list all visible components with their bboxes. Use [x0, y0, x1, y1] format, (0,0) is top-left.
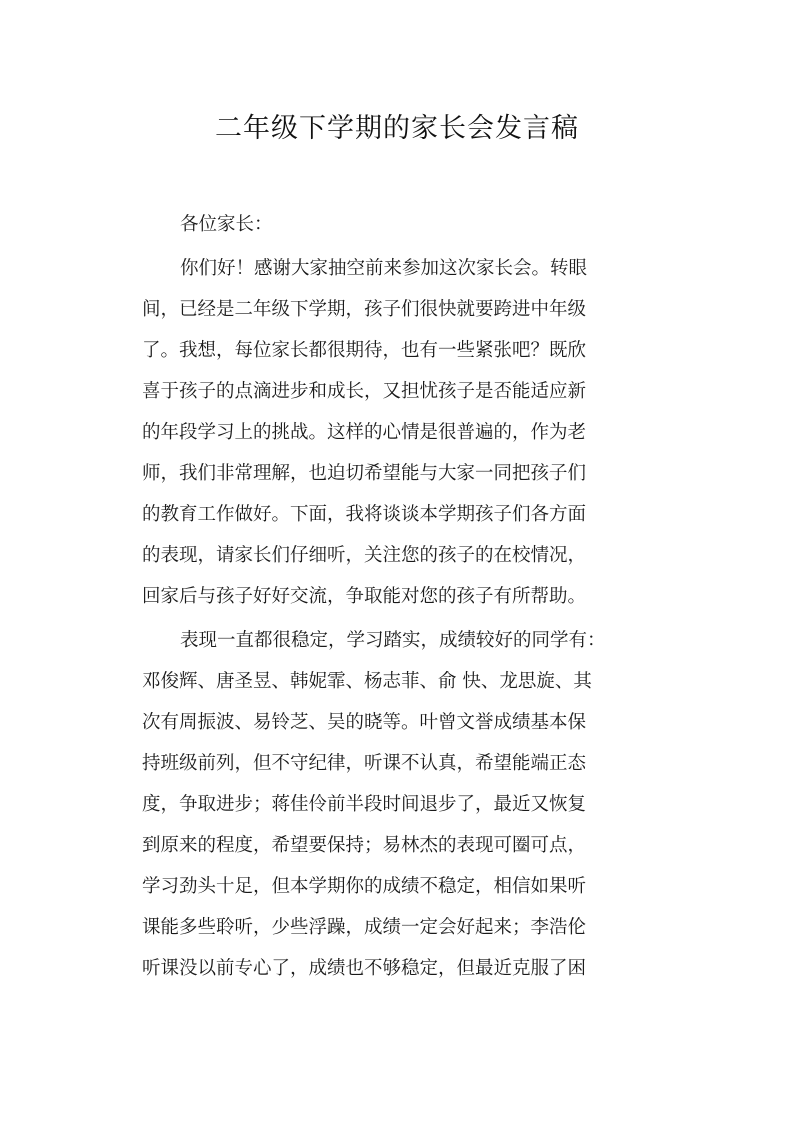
- paragraph-line: 喜于孩子的点滴进步和成长，又担忧孩子是否能适应新: [142, 381, 587, 402]
- paragraph-line: 了。我想，每位家长都很期待，也有一些紧张吧？既欣: [142, 340, 587, 361]
- paragraph-line: 间，已经是二年级下学期，孩子们很快就要跨进中年级: [142, 299, 587, 320]
- paragraph-line: 持班级前列，但不守纪律，听课不认真，希望能端正态: [142, 753, 587, 774]
- paragraph-line: 表现一直都很稳定，学习踏实，成绩较好的同学有：: [180, 630, 606, 651]
- paragraph-line: 学习劲头十足，但本学期你的成绩不稳定，相信如果听: [142, 876, 587, 897]
- paragraph-line: 师，我们非常理解，也迫切希望能与大家一同把孩子们: [142, 463, 587, 484]
- paragraph-line: 度，争取进步；蒋佳伶前半段时间退步了，最近又恢复: [142, 794, 587, 815]
- paragraph-line: 你们好！感谢大家抽空前来参加这次家长会。转眼: [180, 258, 588, 279]
- paragraph-line: 到原来的程度，希望要保持；易林杰的表现可圈可点，: [142, 835, 587, 856]
- paragraph-line: 的表现，请家长们仔细听，关注您的孩子的在校情况，: [142, 545, 587, 566]
- paragraph-line: 的教育工作做好。下面，我将谈谈本学期孩子们各方面: [142, 504, 587, 525]
- paragraph-line: 回家后与孩子好好交流，争取能对您的孩子有所帮助。: [142, 586, 587, 607]
- paragraph-line: 课能多些聆听，少些浮躁，成绩一定会好起来；李浩伦: [142, 917, 587, 938]
- paragraph-line: 邓俊辉、唐圣昱、韩妮霏、杨志菲、俞 快、龙思旋、其: [142, 671, 592, 692]
- paragraph-line: 的年段学习上的挑战。这样的心情是很普遍的，作为老: [142, 422, 587, 443]
- salutation-line: 各位家长：: [180, 214, 273, 235]
- document-title: 二年级下学期的家长会发言稿: [215, 113, 579, 144]
- paragraph-line: 次有周振波、易铃芝、吴的晓等。叶曾文誉成绩基本保: [142, 712, 587, 733]
- paragraph-line: 听课没以前专心了，成绩也不够稳定，但最近克服了困: [142, 958, 587, 979]
